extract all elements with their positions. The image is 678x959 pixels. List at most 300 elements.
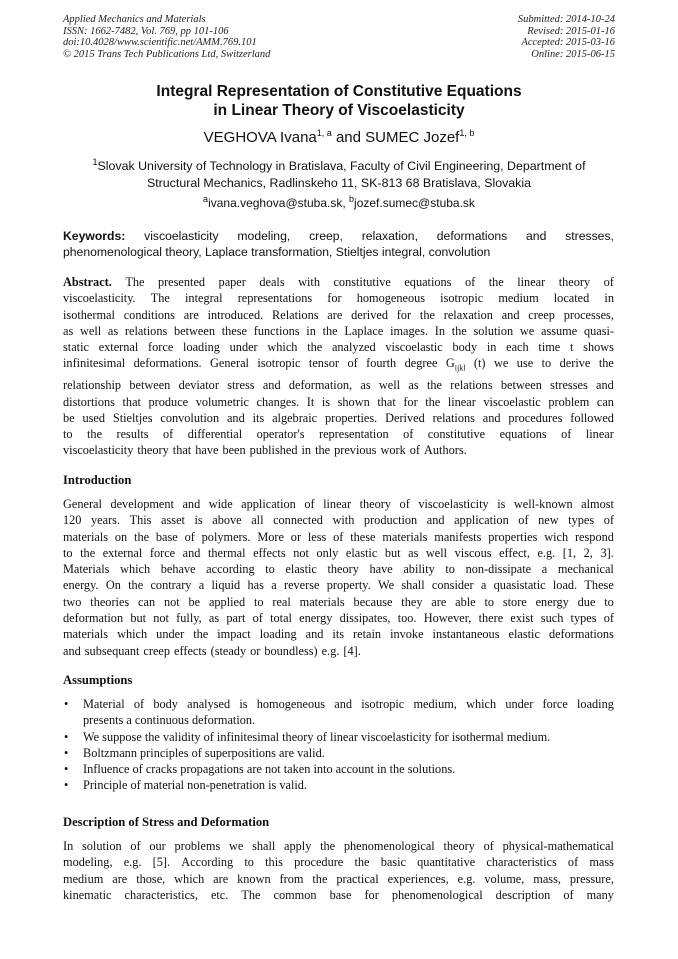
word: procedure [294,855,344,870]
word: many [586,887,614,902]
word: is [497,497,506,511]
word: the [315,443,331,458]
intro-line [63,561,614,577]
word: located [553,291,590,306]
word: new [538,513,559,528]
intro-line [63,643,614,659]
word: we [228,839,244,853]
word: as [408,378,419,393]
keyword: deformations [436,229,508,243]
word: shall [252,839,276,853]
word: consider [431,578,474,593]
abstract-line [63,307,614,323]
word: application [241,497,296,511]
word: convolution [160,410,220,425]
word: for [364,887,379,902]
word: boundless) [264,643,318,658]
word: its [332,627,345,642]
word: characteristics [486,855,557,870]
word: use [516,356,534,371]
word: subsequant [84,643,140,658]
word: is [194,513,203,528]
word: all [251,513,264,528]
word: the [128,578,144,593]
word: which [117,627,148,642]
word: [4]. [343,643,361,658]
word: and [334,697,353,711]
word: and [262,378,281,393]
author-1-sup: 1, a [316,128,332,138]
word: analysed [187,697,231,711]
keyword: creep, [309,229,343,243]
word: static [63,340,89,355]
word: to [253,594,264,609]
word: volume, [484,871,525,886]
word: is [239,697,248,711]
email-b[interactable]: jozef.sumec@stuba.sk [354,196,475,210]
word: degree [404,356,438,371]
word: physical-mathematical [502,839,614,853]
word: linear [323,497,352,511]
word: [1, [562,545,577,560]
word: a [541,562,548,577]
author-list [0,128,678,146]
word: of [403,427,414,442]
word: are [112,871,128,886]
word: integral [185,291,223,306]
word: In [63,839,74,853]
word: medium [498,291,539,306]
word: a [480,578,487,593]
abstract-label: Abstract. [63,275,112,289]
word: materials [63,529,109,544]
word: these [350,529,376,544]
word: from [279,871,304,886]
submission-dates [518,14,615,60]
list-item-text: Principle of material non-penetration is valid. [83,778,308,793]
word: have [369,562,393,577]
word: can [596,394,614,409]
word: pressure, [569,871,614,886]
word: and [482,410,501,425]
word: less [307,529,327,544]
keyword: and [526,229,547,243]
description-line [63,887,614,903]
author-and: and [335,129,361,146]
word: that [377,394,396,409]
word: relaxation [443,307,493,322]
word: previous [334,443,377,458]
word: well [378,378,401,393]
word: have [195,443,219,458]
word: we [493,356,509,371]
abstract-line [63,394,614,410]
word: of [184,529,195,544]
word: viscoelastic [385,340,443,355]
word: e.g. [537,545,556,560]
word: infinitesimal [63,356,126,371]
word: to [604,594,614,609]
word: modeling, [63,855,113,870]
word: General [63,497,102,511]
word: non-dissipate [465,562,532,577]
word: and [426,513,445,528]
affiliation [80,154,598,192]
word: kinematic [63,887,112,902]
word: they [401,594,423,609]
date-submitted: Submitted: 2014-10-24 [517,14,615,25]
word: apply [284,839,312,853]
word: isotropic [440,291,484,306]
word: deals [259,275,285,289]
list-item [63,777,614,793]
abstract-line [63,442,614,458]
word: there [478,611,504,626]
word: store [502,594,527,609]
word: experiences, [387,871,449,886]
word: shows [583,340,614,355]
list-item [63,729,614,745]
assumptions-list [63,696,614,794]
word: production [363,513,418,528]
word: of [347,356,358,371]
word: assume [540,323,578,338]
word: as [360,378,371,393]
word: to [63,545,73,560]
word: invoke [390,627,424,642]
word: theory [359,497,392,511]
word: of [563,887,574,902]
word: creep [143,643,171,658]
word: relations [432,410,475,425]
intro-line [63,545,614,561]
word: under [229,340,258,355]
word: this [265,855,283,870]
word: known [237,871,271,886]
word: in [486,340,497,355]
word: body [153,697,178,711]
intro-line [63,577,614,593]
word: as [107,323,119,338]
word: of [333,529,344,544]
word: liquid [211,578,241,593]
word: The [150,291,170,306]
word: These [584,578,614,593]
date-revised: Revised: 2015-01-16 [527,25,615,37]
word: contrary [150,578,192,593]
word: applied [208,594,246,609]
word: retain [353,627,382,642]
word: theory [558,275,591,289]
word: and [305,627,324,642]
word: thermal [207,545,246,560]
word: not [293,545,309,560]
word: between [129,378,171,393]
word: wich [544,529,569,544]
word: with [298,275,320,289]
word: According [181,855,234,870]
word: manifests [434,529,482,544]
word: creep [528,307,555,322]
word: In [434,323,445,338]
word: force [148,340,174,355]
word: published [249,443,298,458]
word: and [501,307,520,322]
word: work [380,443,406,458]
word: isotropic [361,697,405,711]
word: On [105,578,121,593]
word: total [270,611,292,626]
word: Material [83,697,125,711]
word: e.g. [123,855,142,870]
word: viscoelasticity [63,443,134,458]
list-item-text: We suppose the validity of infinitesimal theory of linear viscoelasticity for isothermal medium. [83,729,551,744]
bullet-icon: • [64,729,69,744]
word: mass [589,855,614,870]
word: of [399,497,410,511]
word: types [568,513,595,528]
word: medium, [413,697,457,711]
date-online: Online: 2015-06-15 [531,48,615,60]
word: on [114,529,128,544]
word: 2, [583,545,593,560]
word: processes, [563,307,614,322]
word: or [250,643,261,658]
word: body [452,340,478,355]
list-item-text: Boltzmann principles of superpositions are valid. [83,745,325,760]
word: those, [136,871,166,886]
word: only [316,545,339,560]
word: elastic [285,562,317,577]
word: solution [473,323,514,338]
bullet-icon: • [64,745,69,760]
word: exist [510,611,534,626]
word: which [466,697,497,711]
word: conditions [123,307,175,322]
word: to [63,427,73,442]
abstract-line [63,377,614,393]
word: between [500,378,542,393]
paper-title [0,82,678,120]
word: too. [397,611,417,626]
word: changes. [256,394,300,409]
word: representations [237,291,313,306]
intro-line [63,496,614,512]
word: medium [63,871,104,886]
list-item-text [83,696,614,712]
date-accepted: Accepted: 2015-03-16 [521,37,615,49]
introduction-heading: Introduction [63,473,132,487]
word: instantaneous [432,627,500,642]
word: results [116,427,149,442]
word: and [226,410,245,425]
word: which [267,340,298,355]
word: for [396,307,412,322]
word: differential [187,427,243,442]
word: behave [160,562,196,577]
intro-line [63,626,614,642]
word: the [451,323,467,338]
keywords-label: Keywords: [63,229,126,243]
bullet-icon: • [64,762,69,777]
word: wide [208,497,233,511]
email-a-sup: a [203,194,209,204]
word: with [332,513,355,528]
word: algebraic [272,410,318,425]
word: of [518,513,529,528]
word: fourth [366,356,397,371]
word: e.g. [321,643,340,658]
word: deformation, [288,378,353,393]
word: in [301,443,312,458]
word: Relations [272,307,319,322]
word: followed [570,410,614,425]
word: due [577,594,596,609]
word: two [63,594,82,609]
author-2-sup: 1, b [459,128,475,138]
word: the [134,529,150,544]
word: quasistatic [493,578,546,593]
word: the [426,378,442,393]
word: each [506,340,529,355]
journal-info [63,14,270,60]
word: relations [124,323,168,338]
author-2: SUMEC Jozef [365,129,460,146]
word: well [425,545,448,560]
word: of [409,443,420,458]
word: according [206,562,255,577]
word: effect, [499,545,530,560]
word: constitutive [427,427,486,442]
word: deformations [548,627,614,642]
word: (steady [210,643,247,658]
word: deviator [178,378,219,393]
word: time [538,340,561,355]
affiliation-line-2: Structural Mechanics, Radlinskeho 11, SK-813 68 Bratislava, Slovakia [146,176,532,191]
word: theories [90,594,130,609]
word: to [484,594,495,609]
word: our [149,839,166,853]
word: However, [423,611,472,626]
word: in [306,323,316,338]
word: which [174,871,205,886]
word: mass, [533,871,561,886]
word: and [182,545,201,560]
word: problem [548,394,590,409]
word: part [226,611,246,626]
word: of [603,513,614,528]
word: in [604,291,614,306]
word: viscoelasticity [418,497,489,511]
word: description [495,887,551,902]
word: operator's [256,427,305,442]
word: derive [559,356,591,371]
abstract-line [63,355,614,377]
word: constitutive [333,275,391,289]
introduction-body [63,496,614,659]
word: not [163,594,180,609]
word: external [102,545,143,560]
word: basic [380,855,406,870]
word: phenomenological [391,887,483,902]
email-b-sup: b [349,194,355,204]
word: the [87,427,103,442]
word: of [163,427,174,442]
word: t [570,340,574,355]
word: as [408,545,419,560]
word: problems [174,839,221,853]
word: loading [183,340,220,355]
word: relations [450,378,493,393]
word: but [384,545,401,560]
word: effects [174,643,207,658]
word: these [221,323,248,338]
author-emails [0,194,678,210]
word: characteristics, [124,887,198,902]
description-line [63,854,614,870]
word: we [519,323,535,338]
word: viscoelasticity. [63,291,136,306]
word: representation [318,427,389,442]
word: as [63,323,74,338]
journal-issn: ISSN: 1662-7482, Vol. 769, pp 101-106 [63,25,229,37]
word: e.g. [457,871,476,886]
word: used [82,410,106,425]
keyword: stresses, [565,229,614,243]
word: load. [552,578,578,593]
journal-doi: doi:10.4028/www.scientific.net/AMM.769.101 [63,37,257,49]
word: deformation [63,611,124,626]
bullet-icon: • [64,778,69,793]
word: of [464,275,476,289]
word: can [138,594,156,609]
word: the [598,356,614,371]
word: because [353,594,393,609]
word: derived [351,307,388,322]
word: to [445,562,455,577]
word: under [156,627,185,642]
word: shown [337,394,370,409]
word: of [133,697,145,711]
word: external [98,340,139,355]
abstract-line [63,323,614,339]
description-line [63,871,614,887]
word: The [241,887,261,902]
word: mechanical [557,562,614,577]
word: phenomenological [343,839,435,853]
word: deformations. [133,356,202,371]
word: etc. [210,887,229,902]
affiliation-text-1: Slovak University of Technology in Bratislava, Faculty of Civil Engineering, Department of [97,159,586,174]
word: force [149,545,176,560]
word: almost [581,497,614,511]
word: such [540,611,564,626]
keyword: viscoelasticity [144,229,219,243]
word: well [80,323,102,338]
word: volumetric [195,394,249,409]
word: of [561,427,572,442]
word: connected [273,513,323,528]
word: of [603,611,614,626]
word: base [329,887,352,902]
keyword: relaxation, [361,229,418,243]
email-a[interactable]: ivana.veghova@stuba.sk, [208,196,346,210]
word: which [120,562,151,577]
word: between [174,323,215,338]
word: that [122,394,141,409]
word: reverse [283,578,320,593]
author-1: VEGHOVA Ivana [203,129,317,146]
